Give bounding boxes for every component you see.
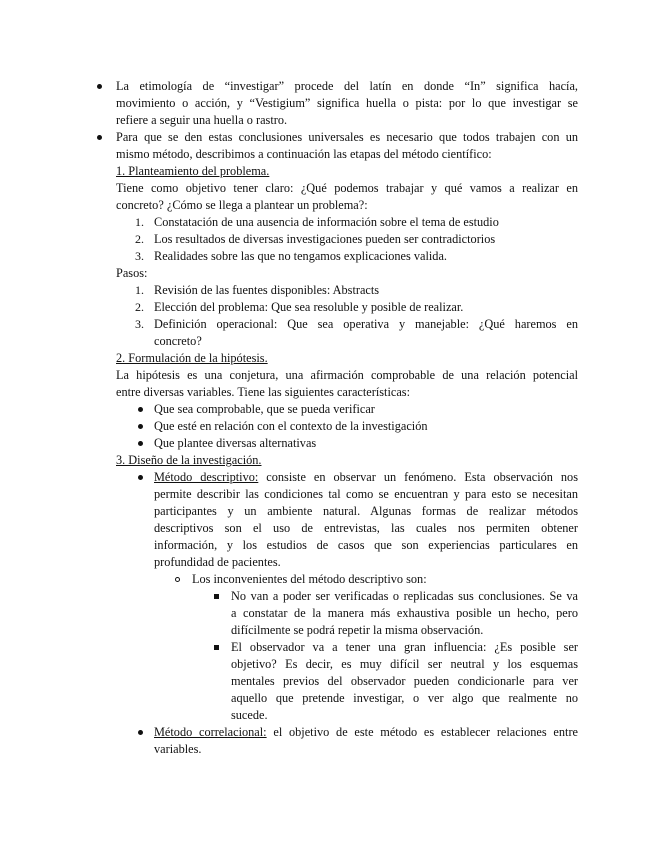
bullet-dot (97, 84, 102, 89)
square-bullet (214, 645, 219, 650)
list-number: 1. (135, 215, 144, 229)
paragraph-line: entre diversas variables. Tiene las siguientes características: (116, 385, 411, 399)
paragraph-line: movimiento o acción, y “Vestigium” significa huella o pista: por lo que investigar se (116, 96, 578, 110)
list-number: 2. (135, 300, 144, 314)
method-label: Método correlacional: (154, 725, 267, 739)
list-item: Revisión de las fuentes disponibles: Abstracts (154, 283, 380, 297)
paragraph-line: descriptivos son el uso de entrevistas, las cuales nos permiten obtener (154, 521, 578, 535)
paragraph-line: refiere a seguir una huella o rastro. (116, 113, 288, 127)
paragraph-line: aquello que pretende investigar, o ver algo que realmente no (231, 691, 578, 705)
paragraph-line (154, 469, 578, 486)
paragraph-line: información, y los estudios de casos que son experiencias particulares en (154, 538, 578, 552)
method-text: consiste en observar un fenómeno. Esta observación nos (258, 470, 578, 484)
list-number: 2. (135, 232, 144, 246)
bullet-dot (138, 424, 143, 429)
square-bullet (214, 594, 219, 599)
bullet-dot (138, 441, 143, 446)
section-heading: 2. Formulación de la hipótesis. (116, 351, 268, 365)
section-heading: 3. Diseño de la investigación. (116, 453, 262, 467)
section-heading: 1. Planteamiento del problema. (116, 164, 270, 178)
paragraph-line: permite describir las condiciones tal como se encuentran y para esto se necesitan (154, 487, 578, 501)
list-item: Definición operacional: Que sea operativa y manejable: ¿Qué haremos en (154, 317, 578, 331)
paragraph-line: a constatar de la manera más exhaustiva posible un hecho, pero (231, 606, 578, 620)
paragraph-line: objetivo? Es decir, es muy difícil ser neutral y los esquemas (231, 657, 578, 671)
list-item: Que sea comprobable, que se pueda verificar (154, 402, 375, 416)
paragraph-line: variables. (154, 742, 202, 756)
list-item: Elección del problema: Que sea resoluble y posible de realizar. (154, 300, 464, 314)
paragraph-line: concreto? ¿Cómo se llega a plantear un problema?: (116, 198, 368, 212)
paragraph-line: participantes y un ambiente natural. Algunas formas de realizar métodos (154, 504, 578, 518)
pasos-label: Pasos: (116, 266, 148, 280)
paragraph-line: No van a poder ser verificadas o replicadas sus conclusiones. Se va (231, 589, 578, 603)
list-item: Los resultados de diversas investigaciones pueden ser contradictorios (154, 232, 496, 246)
paragraph-line: mismo método, describimos a continuación las etapas del método científico: (116, 147, 492, 161)
paragraph-line: La hipótesis es una conjetura, una afirmación comprobable de una relación potencial (116, 368, 578, 382)
sub-list-label: Los inconvenientes del método descriptivo son: (192, 572, 427, 586)
method-label: Método descriptivo: (154, 470, 259, 484)
bullet-dot (97, 135, 102, 140)
bullet-dot (138, 475, 143, 480)
list-item-continuation: concreto? (154, 334, 202, 348)
paragraph-line: Para que se den estas conclusiones universales es necesario que todos trabajen con un (116, 130, 578, 144)
list-item: Constatación de una ausencia de información sobre el tema de estudio (154, 215, 499, 229)
list-item: Realidades sobre las que no tengamos explicaciones valida. (154, 249, 447, 263)
list-item: Que esté en relación con el contexto de la investigación (154, 419, 428, 433)
list-number: 3. (135, 249, 144, 263)
paragraph-line: profundidad de pacientes. (154, 555, 281, 569)
method-text: el objetivo de este método es establecer relaciones entre (266, 725, 579, 739)
bullet-dot (138, 730, 143, 735)
list-number: 1. (135, 283, 144, 297)
paragraph-line: difícilmente se podrá repetir la misma observación. (231, 623, 484, 637)
paragraph-line (154, 724, 578, 741)
list-number: 3. (135, 317, 144, 331)
paragraph-line: Tiene como objetivo tener claro: ¿Qué podemos trabajar y qué vamos a realizar en (116, 181, 578, 195)
paragraph-line: La etimología de “investigar” procede del latín en donde “In” significa hacía, (116, 79, 578, 93)
paragraph-line: sucede. (231, 708, 268, 722)
circle-bullet (175, 577, 180, 582)
paragraph-line: mentales previos del observador pueden condicionarle para ver (231, 674, 578, 688)
paragraph-line: El observador va a tener una gran influencia: ¿Es posible ser (231, 640, 578, 654)
bullet-dot (138, 407, 143, 412)
list-item: Que plantee diversas alternativas (154, 436, 317, 450)
